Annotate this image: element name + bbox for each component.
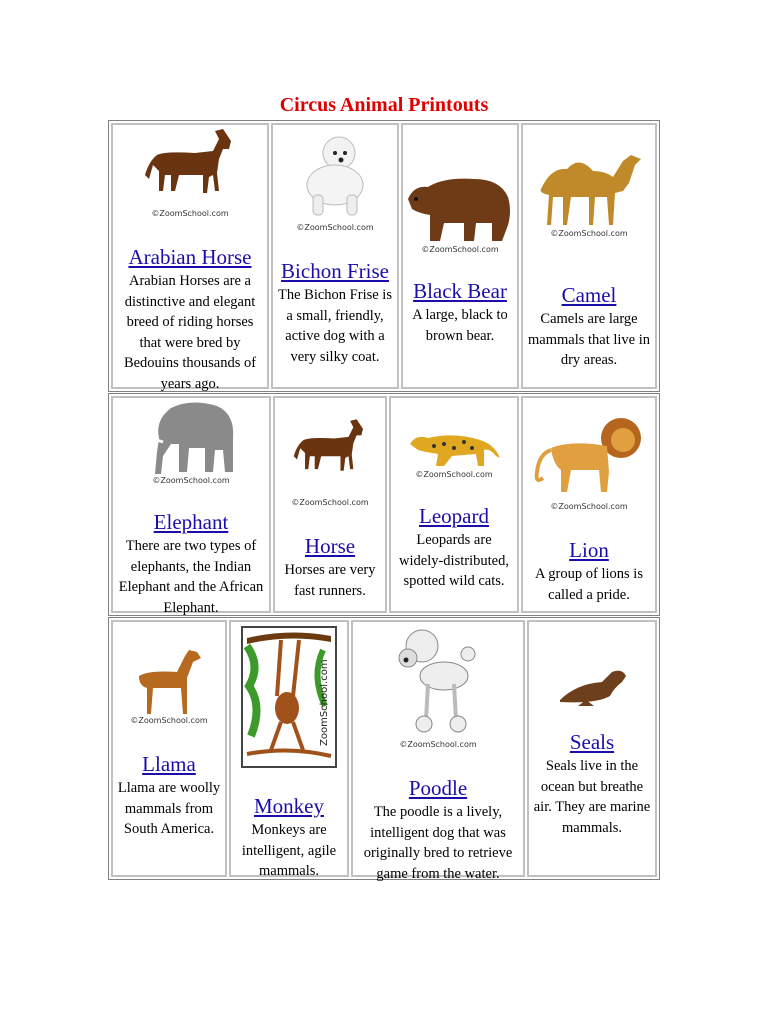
svg-text:ZoomSchool.com: ZoomSchool.com xyxy=(319,659,330,746)
animal-link-lion[interactable]: Lion xyxy=(569,538,609,562)
animal-description: Camels are large mammals that live in dry areas. xyxy=(527,311,651,368)
animal-table-row-1 xyxy=(108,120,660,392)
photo-credit: ©ZoomSchool.com xyxy=(152,476,230,485)
animal-cell-llama xyxy=(111,620,227,877)
animal-link-llama[interactable]: Llama xyxy=(142,752,196,776)
page-title: Circus Animal Printouts xyxy=(279,94,489,116)
seal-icon xyxy=(556,666,628,706)
photo-credit: ©ZoomSchool.com xyxy=(130,716,208,725)
animal-link-leopard[interactable]: Leopard xyxy=(419,504,489,528)
horse-icon xyxy=(135,125,245,207)
animal-cell-seals xyxy=(527,620,657,877)
photo-credit: ©ZoomSchool.com xyxy=(291,498,369,507)
animal-link-elephant[interactable]: Elephant xyxy=(153,510,229,534)
animal-link-black-bear[interactable]: Black Bear xyxy=(413,279,507,303)
photo-credit: ©ZoomSchool.com xyxy=(415,470,493,479)
photo-credit: ©ZoomSchool.com xyxy=(296,223,374,232)
elephant-icon xyxy=(141,398,241,476)
animal-description: A large, black to brown bear. xyxy=(412,307,508,344)
bichon-frise-icon xyxy=(285,133,385,221)
camel-icon xyxy=(531,147,647,227)
animal-description: There are two types of elephants, the Indian Elephant and the African Elephant. xyxy=(118,538,264,616)
photo-credit: ©ZoomSchool.com xyxy=(550,229,628,238)
animal-cell-lion xyxy=(521,396,657,613)
leopard-icon xyxy=(404,426,504,470)
animal-description: Horses are very fast runners. xyxy=(284,562,376,599)
animal-description: The Bichon Frise is a small, friendly, active dog with a very silky coat. xyxy=(278,287,392,365)
photo-credit: ©ZoomSchool.com xyxy=(550,502,628,511)
animal-link-horse[interactable]: Horse xyxy=(304,534,356,558)
animal-link-poodle[interactable]: Poodle xyxy=(408,776,468,800)
horse-icon xyxy=(280,416,380,482)
animal-description: Leopards are widely-distributed, spotted wild cats. xyxy=(399,532,509,589)
animal-cell-arabian-horse xyxy=(111,123,269,392)
animal-cell-poodle xyxy=(351,620,525,882)
lion-icon xyxy=(531,414,647,494)
animal-cell-elephant xyxy=(111,396,271,616)
animal-description: Monkeys are intelligent, agile mammals. xyxy=(241,822,337,879)
animal-description: Llama are woolly mammals from South America. xyxy=(117,780,221,837)
monkey-icon xyxy=(241,626,337,768)
animal-table-row-3 xyxy=(108,617,660,880)
animal-cell-black-bear xyxy=(401,123,519,389)
animal-link-monkey[interactable]: Monkey xyxy=(254,794,324,818)
animal-description: A group of lions is called a pride. xyxy=(535,566,643,603)
photo-credit: ©ZoomSchool.com xyxy=(151,209,229,218)
llama-icon xyxy=(129,646,209,716)
bear-icon xyxy=(404,171,516,243)
animal-link-camel[interactable]: Camel xyxy=(561,283,617,307)
photo-credit: ©ZoomSchool.com xyxy=(399,740,477,749)
animal-table-row-2 xyxy=(108,393,660,616)
poodle-icon xyxy=(388,624,488,742)
animal-description: Arabian Horses are a distinctive and elegant breed of riding horses that were bred by Bedouins thousands of years ago. xyxy=(123,273,257,392)
animal-description: Seals live in the ocean but breathe air. They are marine mammals. xyxy=(533,758,651,836)
animal-link-bichon-frise[interactable]: Bichon Frise xyxy=(281,259,389,283)
animal-cell-horse xyxy=(273,396,387,613)
animal-cell-monkey xyxy=(229,620,349,877)
animal-cell-leopard xyxy=(389,396,519,613)
animal-description: The poodle is a lively, intelligent dog that was originally bred to retrieve game from the water. xyxy=(363,804,513,882)
animal-cell-bichon-frise xyxy=(271,123,399,389)
animal-cell-camel xyxy=(521,123,657,389)
photo-credit: ©ZoomSchool.com xyxy=(421,245,499,254)
animal-link-seals[interactable]: Seals xyxy=(569,730,615,754)
animal-link-arabian-horse[interactable]: Arabian Horse xyxy=(128,245,252,269)
